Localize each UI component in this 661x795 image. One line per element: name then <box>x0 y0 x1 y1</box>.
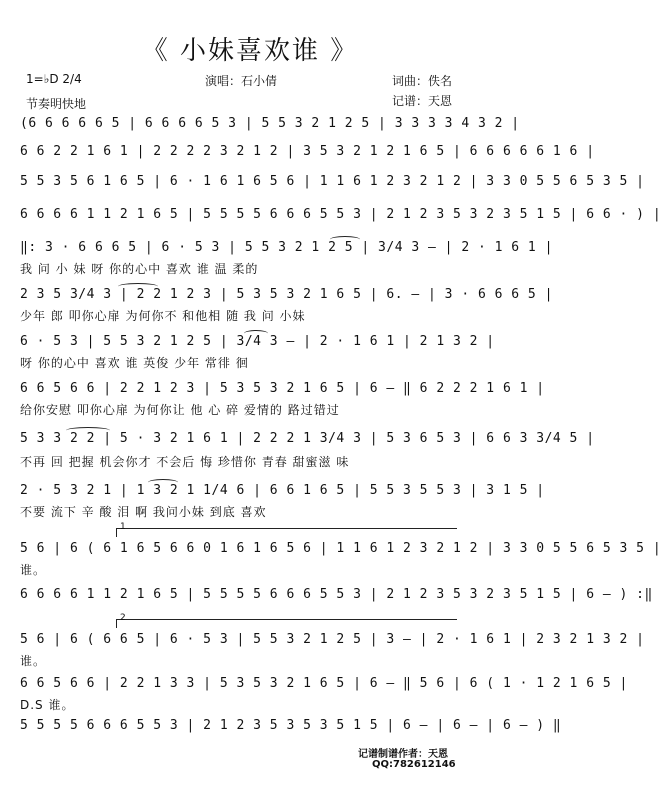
slur-arc <box>118 283 158 290</box>
score-line-7: 6 · 5 3 | 5 5 3 2 1 2 5 | 3/4 3 – | 2 · 1 6 1 | 2 1 3 2 | <box>20 334 495 349</box>
second-ending-bracket <box>116 619 457 628</box>
lyric-line-14: D.S 谁。 <box>20 698 75 712</box>
score-line-12: 6 6 6 6 1 1 2 1 6 5 | 5 5 5 5 6 6 6 5 5 3 | 2 1 2 3 5 3 2 3 5 1 5 | 6 – ) :‖ <box>20 587 653 602</box>
time-signature: 2/4 <box>62 72 82 86</box>
slur-arc <box>244 330 268 337</box>
score-line-10: 2 · 5 3 2 1 | 1 3 2 1 1/4 6 | 6 6 1 6 5 | 5 5 3 5 5 3 | 3 1 5 | <box>20 483 545 498</box>
key-signature: 1=♭D <box>26 72 59 86</box>
footer-credit: 记谱制谱作者：天恩 <box>358 749 448 760</box>
lyric-line-6: 少年 郎 叩你心扉 为何你不 和他相 随 我 问 小妹 <box>20 309 306 323</box>
lyric-line-7: 呀 你的心中 喜欢 谁 英俊 少年 常徘 徊 <box>20 356 249 370</box>
score-line-13: 5 6 | 6 ( 6 6 5 | 6 · 5 3 | 5 5 3 2 1 2 5 | 3 – | 2 · 1 6 1 | 2 3 2 1 3 2 | <box>20 632 645 647</box>
lyric-line-5: 我 问 小 妹 呀 你的心中 喜欢 谁 温 柔的 <box>20 262 259 276</box>
slur-arc <box>148 479 178 486</box>
score-line-11: 5 6 | 6 ( 6 1 6 5 6 6 0 1 6 1 6 5 6 | 1 1 6 1 2 3 2 1 2 | 3 3 0 5 5 6 5 3 5 | <box>20 541 661 556</box>
score-line-14: 6 6 5 6 6 | 2 2 1 3 3 | 5 3 5 3 2 1 6 5 | 6 – ‖ 5 6 | 6 ( 1 · 1 2 1 6 5 | <box>20 676 628 691</box>
score-line-1: (6 6 6 6 6 5 | 6 6 6 6 5 3 | 5 5 3 2 1 2 5 | 3 3 3 3 4 3 2 | <box>20 116 520 131</box>
lyricist-credit: 词曲：佚名 <box>392 74 453 88</box>
song-title: 《 小妹喜欢谁 》 <box>141 36 359 66</box>
lyric-line-11: 谁。 <box>20 563 47 577</box>
score-line-6: 2 3 5 3/4 3 | 2 2 1 2 3 | 5 3 5 3 2 1 6 5 | 6. – | 3 · 6 6 6 5 | <box>20 287 553 302</box>
lyric-line-8: 给你安慰 叩你心扉 为何你让 他 心 碎 爱情的 路过错过 <box>20 403 340 417</box>
score-line-3: 5 5 3 5 6 1 6 5 | 6 · 1 6 1 6 5 6 | 1 1 6 1 2 3 2 1 2 | 3 3 0 5 5 6 5 3 5 | <box>20 174 645 189</box>
lyric-line-10: 不要 流下 辛 酸 泪 啊 我问小妹 到底 喜欢 <box>20 505 267 519</box>
singer-credit: 演唱：石小倩 <box>205 74 278 88</box>
slur-arc <box>66 427 110 434</box>
score-line-5: ‖: 3 · 6 6 6 5 | 6 · 5 3 | 5 5 3 2 1 2 5 | 3/4 3 – | 2 · 1 6 1 | <box>20 240 553 255</box>
key-and-time-signature <box>26 72 82 86</box>
score-line-8: 6 6 5 6 6 | 2 2 1 2 3 | 5 3 5 3 2 1 6 5 | 6 – ‖ 6 2 2 2 1 6 1 | <box>20 381 545 396</box>
slur-arc <box>330 236 360 243</box>
lyric-line-13: 谁。 <box>20 654 47 668</box>
first-ending-bracket <box>116 528 457 537</box>
second-ending-number: 2 <box>120 613 126 623</box>
recorder-credit: 记谱：天恩 <box>392 94 453 108</box>
footer-qq: QQ:782612146 <box>372 759 456 770</box>
lyric-line-9: 不再 回 把握 机会你才 不会后 悔 珍惜你 青春 甜蜜滋 味 <box>20 455 350 469</box>
first-ending-number: 1 <box>120 522 126 532</box>
score-line-9: 5 3 3 2 2 | 5 · 3 2 1 6 1 | 2 2 2 1 3/4 3 | 5 3 6 5 3 | 6 6 3 3/4 5 | <box>20 431 595 446</box>
tempo-marking: 节奏明快地 <box>26 97 87 111</box>
score-line-15: 5 5 5 5 6 6 6 5 5 3 | 2 1 2 3 5 3 5 3 5 1 5 | 6 – | 6 – | 6 – ) ‖ <box>20 718 562 733</box>
score-line-2: 6 6 2 2 1 6 1 | 2 2 2 2 3 2 1 2 | 3 5 3 2 1 2 1 6 5 | 6 6 6 6 6 1 6 | <box>20 144 595 159</box>
score-line-4: 6 6 6 6 1 1 2 1 6 5 | 5 5 5 5 6 6 6 5 5 3 | 2 1 2 3 5 3 2 3 5 1 5 | 6 6 · ) | <box>20 207 661 222</box>
